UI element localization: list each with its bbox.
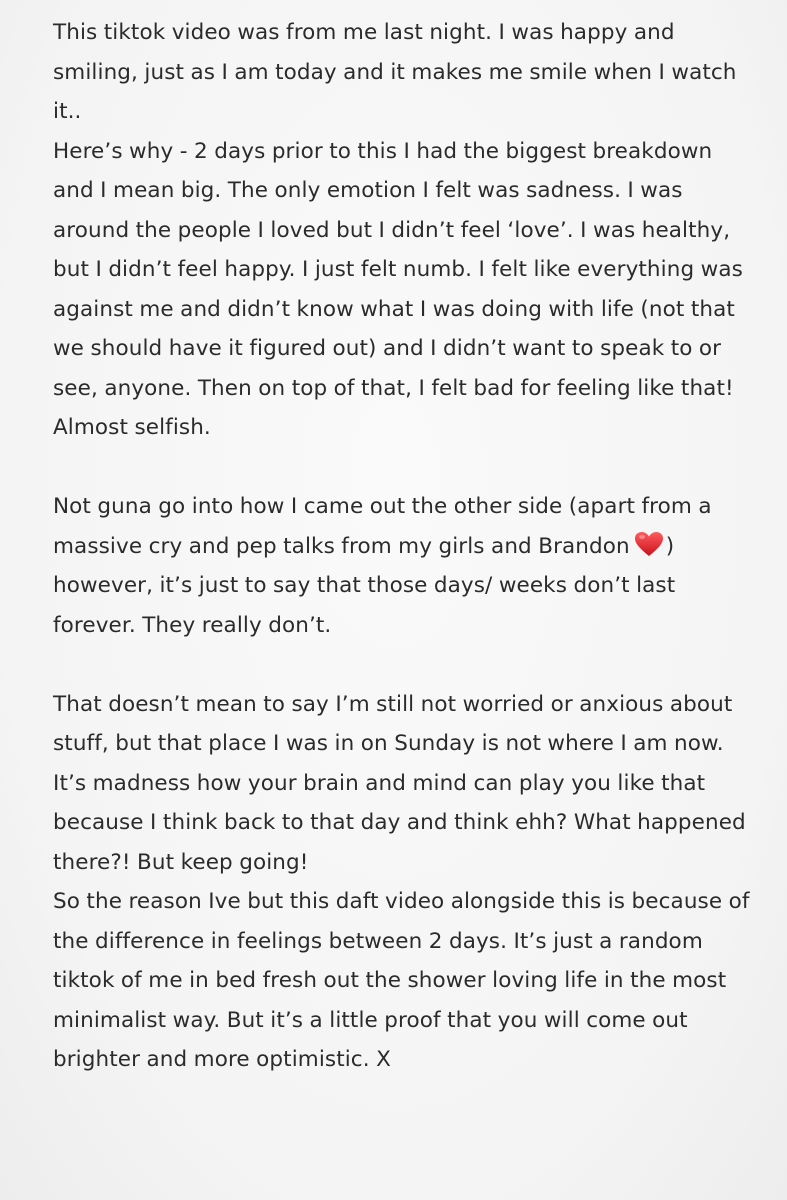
paragraph-3-text-after: ) however, it’s just to say that those days/ weeks don’t last forever. They really don’t. [53, 533, 676, 638]
paragraph-5: So the reason Ive but this daft video alongside this is because of the difference in feelings between 2 days. It’s just a random tiktok of me in bed fresh out the shower loving life in the most minimalist way. But it’s a little proof that you will come out brighter and more optimistic. X [53, 889, 750, 1072]
blank-line [53, 448, 753, 488]
red-heart-icon [634, 531, 664, 557]
paragraph-4: That doesn’t mean to say I’m still not worried or anxious about stuff, but that place I was in on Sunday is not where I am now. It’s madness how your brain and mind can play you like that because I think back to that day and think ehh? What happened there?! But keep going! [53, 691, 746, 875]
paragraph-3-text-before: Not guna go into how I came out the other side (apart from a massive cry and pep talks from my girls and Brandon [53, 494, 712, 559]
paragraph-2: Here’s why - 2 days prior to this I had the biggest breakdown and I mean big. The only emotion I felt was sadness. I was around the people I loved but I didn’t feel ‘love’. I was healthy, but I didn’t feel happy. I just felt numb. I felt like everything was against me and didn’t know what I was doing with life (not that we should have it figured out) and I didn’t want to speak to or see, anyone. Then on top of that, I felt bad for feeling like that! Almost selfish. [53, 138, 743, 440]
paragraph-3 [53, 487, 753, 645]
blank-line [53, 645, 753, 685]
paragraph-1: This tiktok video was from me last night. I was happy and smiling, just as I am today and it makes me smile when I watch it.. [53, 20, 737, 124]
note-body [53, 13, 753, 1080]
